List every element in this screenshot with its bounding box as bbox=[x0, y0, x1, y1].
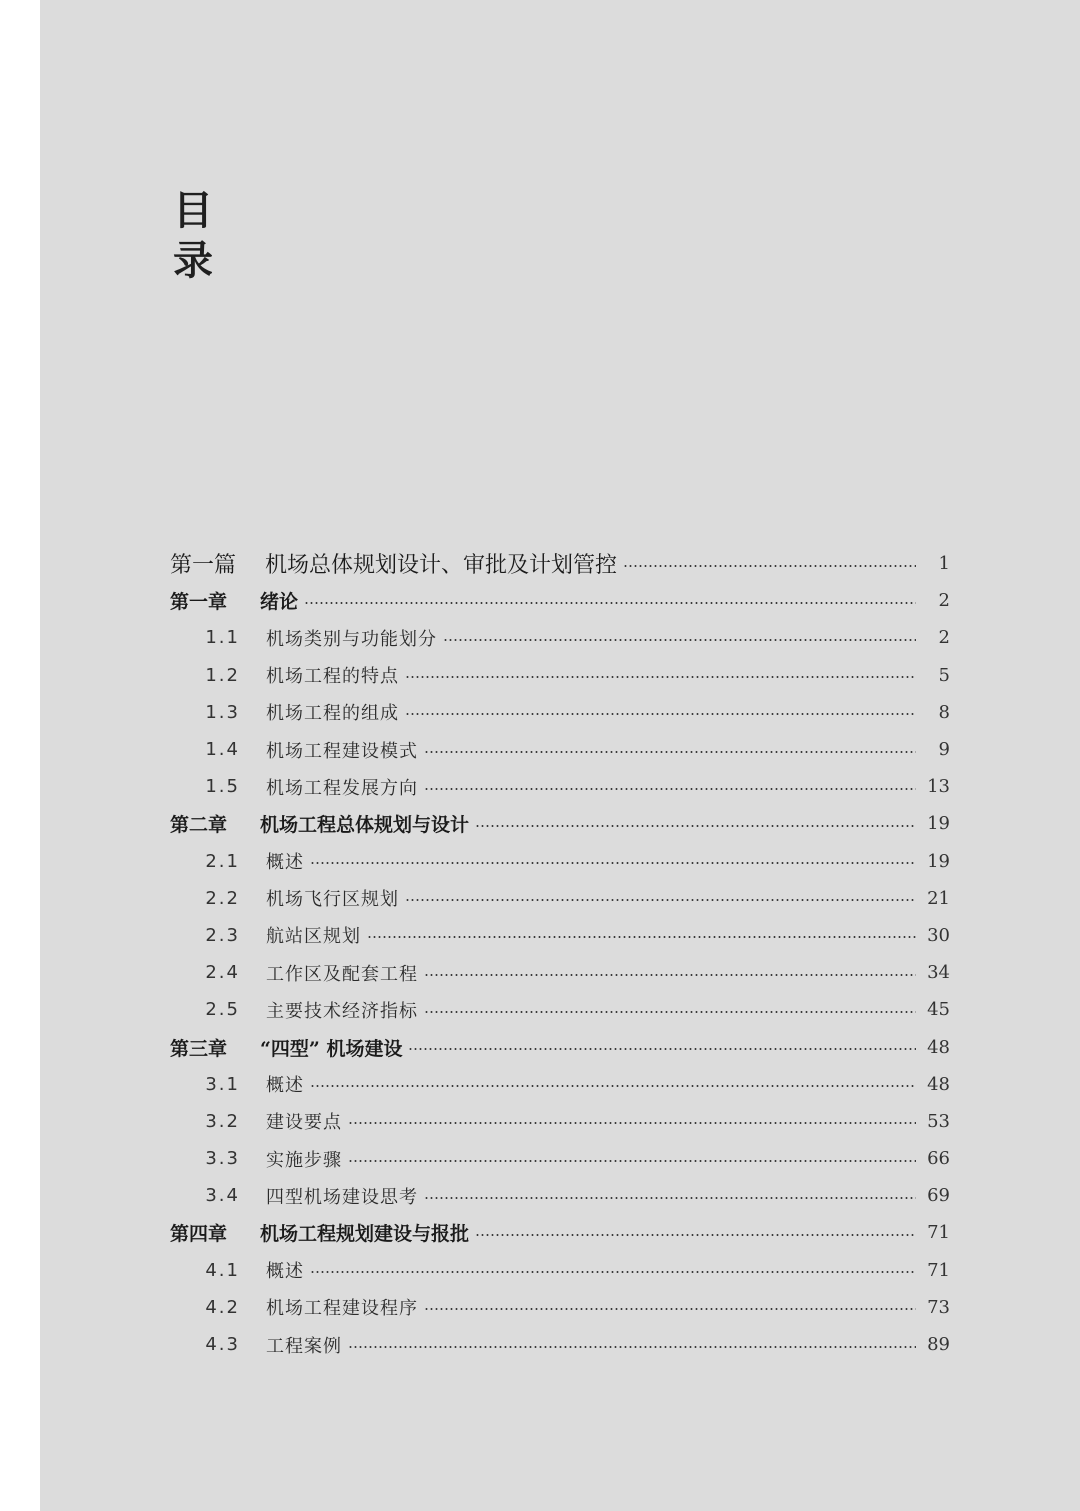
toc-section-row bbox=[170, 1103, 950, 1140]
toc-entry-number: 4.1 bbox=[205, 1259, 240, 1281]
document-page bbox=[40, 0, 1080, 1511]
dot-leader bbox=[623, 565, 916, 567]
toc-entry-title: 机场工程的组成 bbox=[266, 703, 399, 725]
toc-page-number: 71 bbox=[927, 1259, 950, 1281]
toc-section-row bbox=[170, 1140, 950, 1177]
toc-entry-number: 4.2 bbox=[205, 1296, 240, 1318]
toc-entry-title: 概述 bbox=[266, 1075, 304, 1097]
dot-leader bbox=[310, 1271, 916, 1273]
toc-entry-number: 第一章 bbox=[170, 591, 228, 614]
toc-entry-title: 机场工程的特点 bbox=[266, 666, 399, 688]
toc-chapter-row bbox=[170, 1028, 950, 1065]
toc-entry-number: 3.1 bbox=[205, 1073, 240, 1095]
toc-entry-number: 1.1 bbox=[205, 627, 240, 649]
toc-page-number: 69 bbox=[927, 1185, 950, 1207]
toc-section-row bbox=[170, 1252, 950, 1289]
toc-page-number: 53 bbox=[927, 1110, 950, 1132]
toc-entry-title: 概述 bbox=[266, 1261, 304, 1283]
dot-leader bbox=[348, 1160, 916, 1162]
toc-entry-number: 1.2 bbox=[205, 664, 240, 686]
toc-entry-number: 第二章 bbox=[170, 814, 228, 837]
toc-entry-number: 3.4 bbox=[205, 1185, 240, 1207]
toc-entry-title: 主要技术经济指标 bbox=[266, 1000, 418, 1022]
toc-page-number: 34 bbox=[927, 962, 950, 984]
toc-entry-title: 实施步骤 bbox=[266, 1149, 342, 1171]
toc-section-row bbox=[170, 954, 950, 991]
toc-entry-title: 机场飞行区规划 bbox=[266, 889, 399, 911]
toc-entry-title: 工作区及配套工程 bbox=[266, 963, 418, 985]
dot-leader bbox=[475, 1234, 916, 1236]
toc-entry-title: 绪论 bbox=[260, 591, 299, 614]
toc-entry-number: 3.3 bbox=[205, 1148, 240, 1170]
dot-leader bbox=[367, 936, 916, 938]
toc-section-row bbox=[170, 1326, 950, 1363]
toc-entry-number: 第三章 bbox=[170, 1037, 228, 1060]
dot-leader bbox=[348, 1346, 916, 1348]
toc-entry-number: 第一篇 bbox=[170, 553, 237, 579]
toc-page-number: 13 bbox=[927, 776, 950, 798]
dot-leader bbox=[304, 602, 916, 604]
toc-page-number: 73 bbox=[927, 1296, 950, 1318]
toc-page-number: 71 bbox=[927, 1222, 950, 1244]
toc-page-number: 8 bbox=[938, 701, 950, 723]
toc-section-row bbox=[170, 991, 950, 1028]
dot-leader bbox=[424, 1308, 916, 1310]
toc-entry-title: 机场工程建设程序 bbox=[266, 1298, 418, 1320]
dot-leader bbox=[443, 639, 916, 641]
title-char-2: 录 bbox=[173, 237, 213, 284]
toc-entry-title: “四型” 机场建设 bbox=[260, 1037, 403, 1060]
table-of-contents bbox=[170, 545, 950, 1363]
toc-section-row bbox=[170, 731, 950, 768]
toc-entry-number: 2.2 bbox=[205, 887, 240, 909]
toc-entry-title: 机场类别与功能划分 bbox=[266, 628, 437, 650]
dot-leader bbox=[475, 825, 916, 827]
toc-entry-title: 概述 bbox=[266, 852, 304, 874]
toc-entry-title: 航站区规划 bbox=[266, 926, 361, 948]
toc-entry-title: 机场总体规划设计、审批及计划管控 bbox=[265, 553, 618, 579]
toc-page-number: 5 bbox=[938, 664, 950, 686]
title-char-1: 目 bbox=[173, 187, 213, 234]
dot-leader bbox=[424, 1197, 916, 1199]
dot-leader bbox=[424, 1011, 916, 1013]
toc-page-number: 2 bbox=[938, 627, 950, 649]
toc-entry-title: 工程案例 bbox=[266, 1335, 342, 1357]
toc-section-row bbox=[170, 880, 950, 917]
dot-leader bbox=[310, 862, 916, 864]
dot-leader bbox=[424, 788, 916, 790]
toc-page-number: 45 bbox=[927, 999, 950, 1021]
page-title bbox=[173, 186, 223, 286]
toc-entry-number: 4.3 bbox=[205, 1334, 240, 1356]
toc-entry-number: 1.3 bbox=[205, 701, 240, 723]
dot-leader bbox=[424, 751, 916, 753]
toc-section-row bbox=[170, 1177, 950, 1214]
toc-entry-number: 2.5 bbox=[205, 999, 240, 1021]
toc-section-row bbox=[170, 694, 950, 731]
toc-chapter-row bbox=[170, 582, 950, 619]
toc-entry-number: 1.5 bbox=[205, 776, 240, 798]
dot-leader bbox=[408, 1048, 916, 1050]
toc-entry-number: 2.1 bbox=[205, 850, 240, 872]
toc-section-row bbox=[170, 657, 950, 694]
toc-section-row bbox=[170, 1066, 950, 1103]
toc-entry-title: 四型机场建设思考 bbox=[266, 1186, 418, 1208]
toc-entry-number: 3.2 bbox=[205, 1110, 240, 1132]
toc-entry-title: 机场工程总体规划与设计 bbox=[260, 814, 470, 837]
toc-page-number: 48 bbox=[927, 1036, 950, 1058]
toc-chapter-row bbox=[170, 1214, 950, 1251]
toc-page-number: 21 bbox=[927, 887, 950, 909]
toc-section-row bbox=[170, 917, 950, 954]
dot-leader bbox=[310, 1085, 916, 1087]
toc-entry-number: 2.3 bbox=[205, 924, 240, 946]
toc-entry-title: 建设要点 bbox=[266, 1112, 342, 1134]
toc-page-number: 30 bbox=[927, 924, 950, 946]
toc-chapter-row bbox=[170, 805, 950, 842]
toc-page-number: 19 bbox=[927, 813, 950, 835]
toc-part-row bbox=[170, 545, 950, 582]
toc-page-number: 89 bbox=[927, 1334, 950, 1356]
toc-entry-number: 第四章 bbox=[170, 1223, 228, 1246]
toc-section-row bbox=[170, 843, 950, 880]
toc-entry-title: 机场工程发展方向 bbox=[266, 777, 418, 799]
dot-leader bbox=[405, 899, 916, 901]
toc-page-number: 2 bbox=[938, 590, 950, 612]
toc-entry-title: 机场工程规划建设与报批 bbox=[260, 1223, 470, 1246]
toc-page-number: 48 bbox=[927, 1073, 950, 1095]
toc-page-number: 66 bbox=[927, 1148, 950, 1170]
toc-section-row bbox=[170, 768, 950, 805]
dot-leader bbox=[405, 676, 916, 678]
dot-leader bbox=[424, 974, 916, 976]
dot-leader bbox=[348, 1122, 916, 1124]
toc-section-row bbox=[170, 1289, 950, 1326]
toc-page-number: 1 bbox=[938, 553, 950, 575]
toc-entry-number: 2.4 bbox=[205, 962, 240, 984]
dot-leader bbox=[405, 713, 916, 715]
toc-entry-number: 1.4 bbox=[205, 739, 240, 761]
toc-section-row bbox=[170, 619, 950, 656]
toc-entry-title: 机场工程建设模式 bbox=[266, 740, 418, 762]
toc-page-number: 19 bbox=[927, 850, 950, 872]
toc-page-number: 9 bbox=[938, 739, 950, 761]
